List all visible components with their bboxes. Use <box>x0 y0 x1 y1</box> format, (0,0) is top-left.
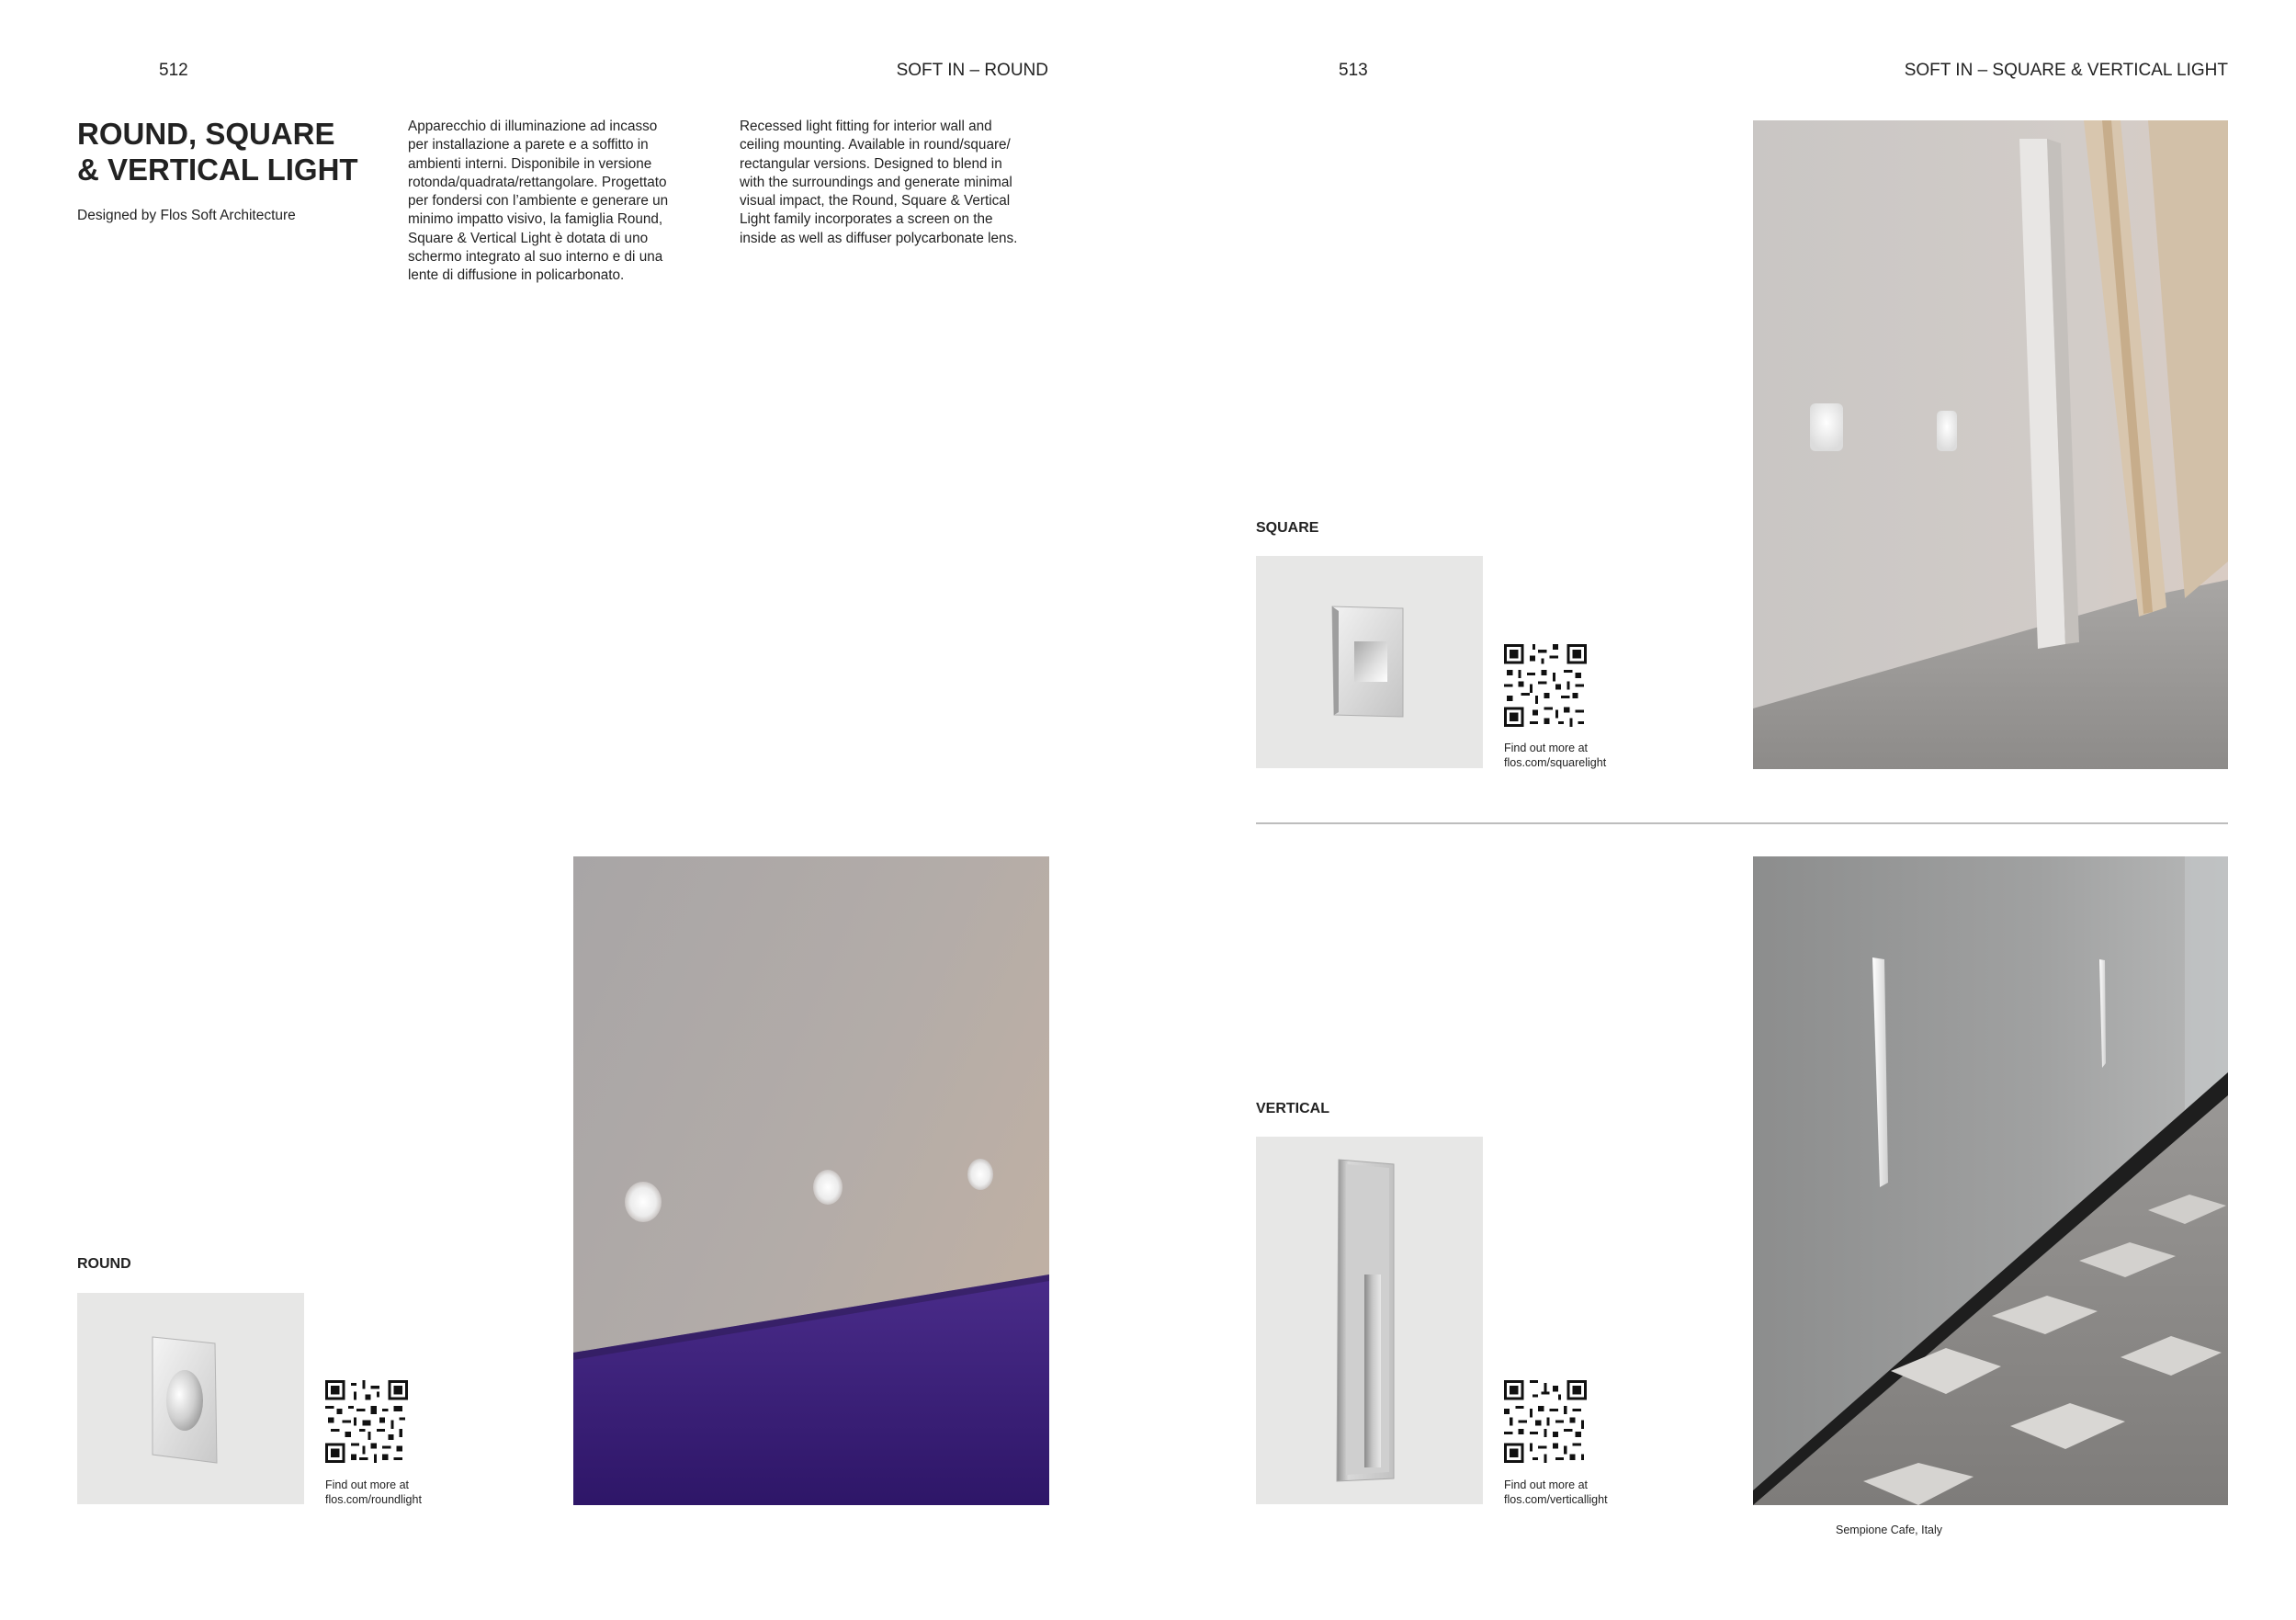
italian-line: schermo integrato al suo interno e di una <box>408 249 663 266</box>
find-more-text: Find out more at <box>325 1478 410 1491</box>
running-title-left: SOFT IN – ROUND <box>896 61 1048 80</box>
square-lights-wall-photo <box>1753 120 2228 769</box>
english-line: Recessed light fitting for interior wall and <box>740 119 992 134</box>
qr-code-icon <box>1504 644 1587 727</box>
italian-line: per fondersi con l’ambiente e generare un <box>408 193 669 210</box>
running-title-right: SOFT IN – SQUARE & VERTICAL LIGHT <box>1904 61 2228 80</box>
round-find-more <box>325 1478 422 1507</box>
english-line: ceiling mounting. Available in round/square/ <box>740 137 1011 153</box>
square-label: SQUARE <box>1256 520 1319 536</box>
italian-line: per installazione a parete e a soffitto in <box>408 137 649 153</box>
page-number-right: 513 <box>1339 61 1368 80</box>
round-room-photo <box>573 856 1049 1505</box>
english-description <box>740 118 1052 248</box>
english-line: with the surroundings and generate minimal <box>740 174 1012 190</box>
square-product-image <box>1256 556 1483 768</box>
round-qr-code[interactable] <box>325 1380 408 1463</box>
vertical-label: VERTICAL <box>1256 1101 1329 1116</box>
italian-line: ambienti interni. Disponibile in versione <box>408 155 652 172</box>
qr-code-icon <box>1504 1380 1587 1463</box>
english-line: Light family incorporates a screen on the <box>740 211 993 228</box>
find-more-text: Find out more at <box>1504 742 1589 754</box>
italian-line: minimo impatto visivo, la famiglia Round, <box>408 211 663 228</box>
round-product-image <box>77 1293 304 1504</box>
title-line-2: & VERTICAL LIGHT <box>77 153 358 187</box>
italian-description <box>408 118 711 286</box>
find-more-text: Find out more at <box>1504 1478 1589 1491</box>
section-divider <box>1256 822 2228 824</box>
square-link[interactable]: flos.com/squarelight <box>1504 756 1607 769</box>
square-find-more <box>1504 741 1606 770</box>
english-line: visual impact, the Round, Square & Vertical <box>740 193 1011 210</box>
square-light-fixture-icon <box>1256 556 1483 768</box>
vertical-cafe-photo <box>1753 856 2228 1505</box>
round-link[interactable]: flos.com/roundlight <box>325 1493 422 1506</box>
italian-line: rotonda/quadrata/rettangolare. Progettato <box>408 174 667 190</box>
vertical-lights-cafe-photo <box>1753 856 2228 1505</box>
italian-line: lente di diffusione in policarbonato. <box>408 267 625 284</box>
page-title <box>77 116 390 187</box>
vertical-find-more <box>1504 1478 1608 1507</box>
round-lights-wall-photo <box>573 856 1049 1505</box>
vertical-link[interactable]: flos.com/verticallight <box>1504 1493 1608 1506</box>
vertical-qr-code[interactable] <box>1504 1380 1587 1463</box>
vertical-light-fixture-icon <box>1256 1137 1483 1504</box>
square-room-photo <box>1753 120 2228 769</box>
italian-line: Apparecchio di illuminazione ad incasso <box>408 119 658 134</box>
designer-credit: Designed by Flos Soft Architecture <box>77 208 296 223</box>
qr-code-icon <box>325 1380 408 1463</box>
photo-caption: Sempione Cafe, Italy <box>1836 1524 1943 1536</box>
vertical-product-image <box>1256 1137 1483 1504</box>
page-number-left: 512 <box>159 61 188 80</box>
round-light-fixture-icon <box>77 1293 304 1504</box>
title-line-1: ROUND, SQUARE <box>77 117 335 151</box>
square-qr-code[interactable] <box>1504 644 1587 727</box>
english-line: inside as well as diffuser polycarbonate lens. <box>740 230 1018 246</box>
italian-line: Square & Vertical Light è dotata di uno <box>408 230 649 246</box>
round-label: ROUND <box>77 1256 131 1272</box>
english-line: rectangular versions. Designed to blend in <box>740 155 1002 172</box>
